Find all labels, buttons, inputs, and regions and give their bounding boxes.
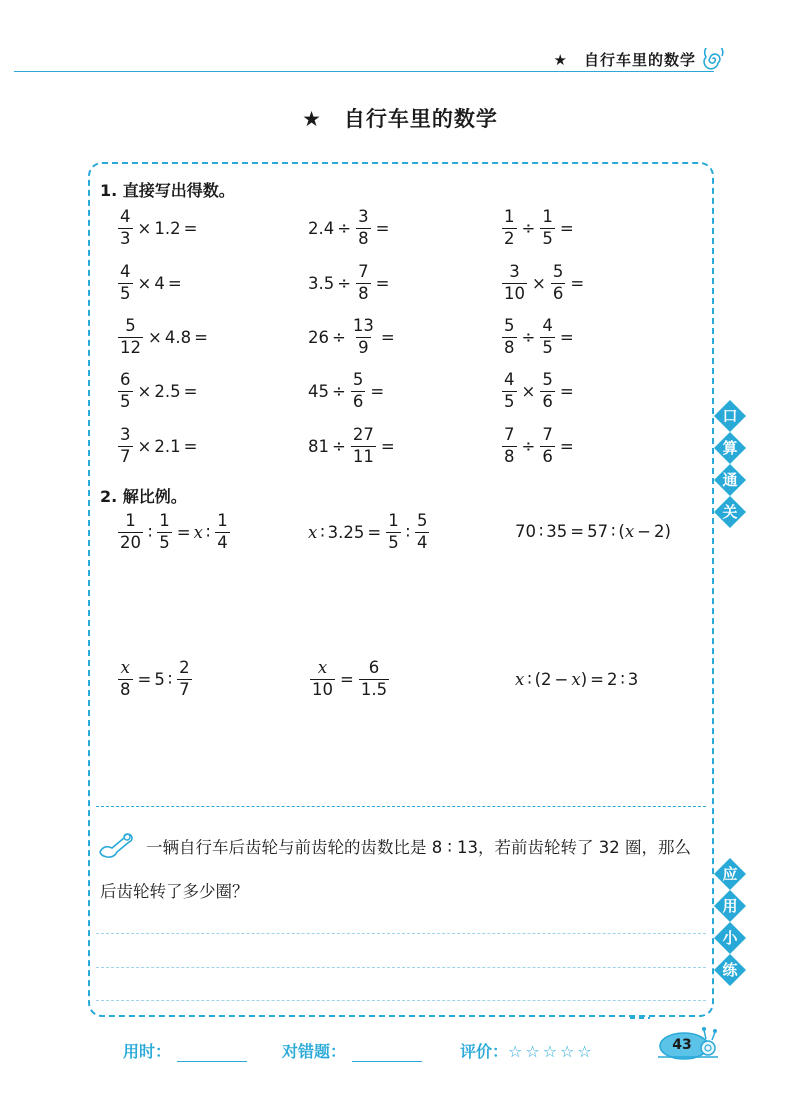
calc-7: $\frac{5}{12}$ × 4.8 =	[120, 316, 208, 357]
page-number: 43	[672, 1037, 692, 1053]
header-rule	[14, 71, 714, 72]
proportion-1: $\frac{1}{20}$ ∶ $\frac{1}{5}$ = x ∶ $\frac{1}{4}$	[120, 511, 228, 552]
calc-13: $\frac{3}{7}$ × 2.1 =	[120, 425, 198, 466]
section-1-title: 1. 直接写出得数。	[100, 181, 235, 200]
running-header: ★ 自行车里的数学	[553, 51, 696, 69]
time-field: 用时：	[123, 1039, 247, 1062]
answer-line-3	[96, 1000, 706, 1001]
proportion-2: x ∶ 3.25 = $\frac{1}{5}$ ∶ $\frac{5}{4}$	[308, 511, 428, 552]
side-tab-apply-4: 练	[713, 953, 747, 987]
errors-field: 对错题：	[282, 1039, 422, 1062]
calc-6: $\frac{3}{10}$ × $\frac{5}{6}$ =	[504, 262, 585, 303]
spiral-icon	[703, 48, 725, 70]
side-tab-apply-2: 用	[713, 889, 747, 923]
side-tab-oral-2: 算	[713, 431, 747, 465]
side-tab-apply-3: 小	[713, 921, 747, 955]
section-divider	[96, 806, 706, 807]
word-problem-text: 一辆自行车后齿轮与前齿轮的齿数比是 8 ∶ 13，若前齿轮转了 32 圈，那么后齿轮转了多少圈？	[100, 838, 692, 901]
calc-3: $\frac{1}{2}$ ÷ $\frac{1}{5}$ =	[504, 207, 574, 248]
side-tab-oral-4: 关	[713, 495, 747, 529]
proportion-6: x ∶ (2 − x ) = 2 ∶ 3	[515, 670, 639, 689]
answer-line-1	[96, 933, 706, 934]
calc-4: $\frac{4}{5}$ × 4 =	[120, 262, 182, 303]
side-tab-oral-3: 通	[713, 463, 747, 497]
proportion-5: $\frac{x}{10}$ = $\frac{6}{1.5}$	[312, 658, 388, 699]
page-title: ★ 自行车里的数学	[302, 107, 498, 131]
calc-2: 2.4 ÷ $\frac{3}{8}$ =	[308, 207, 390, 248]
side-tab-apply-1: 应	[713, 857, 747, 891]
proportion-3: 70 ∶ 35 = 57 ∶ ( x − 2)	[515, 522, 671, 541]
calc-14: 81 ÷ $\frac{27}{11}$ =	[308, 425, 395, 466]
rating-field: 评价：☆☆☆☆☆	[460, 1042, 595, 1061]
calc-5: 3.5 ÷ $\frac{7}{8}$ =	[308, 262, 390, 303]
calc-12: $\frac{4}{5}$ × $\frac{5}{6}$ =	[504, 370, 574, 411]
proportion-4: $\frac{x}{8}$ = 5 ∶ $\frac{2}{7}$	[120, 658, 190, 699]
calc-9: $\frac{5}{8}$ ÷ $\frac{4}{5}$ =	[504, 316, 574, 357]
answer-line-2	[96, 967, 706, 968]
calc-1: $\frac{4}{3}$ × 1.2 =	[120, 207, 198, 248]
calc-10: $\frac{6}{5}$ × 2.5 =	[120, 370, 198, 411]
section-2-title: 2. 解比例。	[100, 487, 187, 506]
side-tab-oral-1: 口	[713, 399, 747, 433]
calc-15: $\frac{7}{8}$ ÷ $\frac{7}{6}$ =	[504, 425, 574, 466]
word-problem	[100, 826, 706, 914]
calc-11: 45 ÷ $\frac{5}{6}$ =	[308, 370, 385, 411]
rating-stars: ☆☆☆☆☆	[508, 1042, 595, 1061]
calc-8: 26 ÷ $\frac{13}{9}$ =	[308, 316, 395, 357]
